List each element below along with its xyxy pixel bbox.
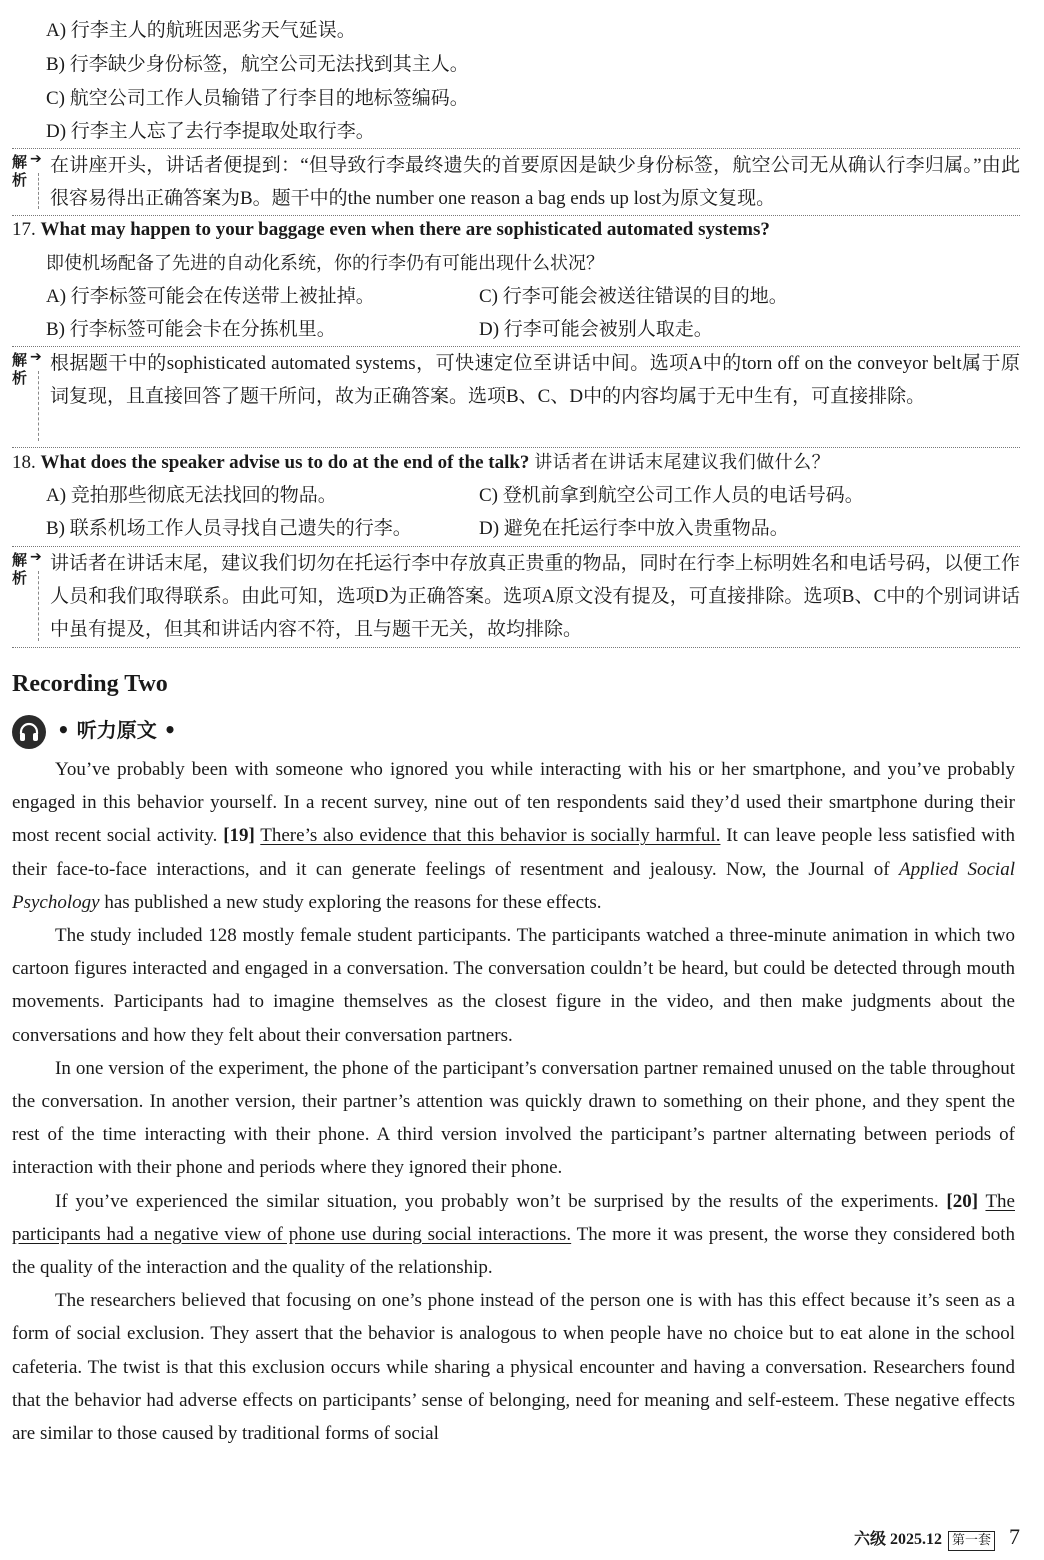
analysis-text: 讲话者在讲话末尾，建议我们切勿在托运行李中存放真正贵重的物品，同时在行李上标明姓名和电话号码，以便工作人员和我们取得联系。由此可知，选项D为正确答案。选项A原文没有提及，可直接排除。选项B、C中的个别词讲话中虽有提及，但其和讲话内容不符，且与题干无关，故均排除。 bbox=[50, 553, 1020, 640]
q18-option-a: A) 竞拍那些彻底无法找回的物品。 bbox=[46, 485, 337, 506]
q17-option-a: A) 行李标签可能会在传送带上被扯掉。 bbox=[46, 286, 375, 307]
listening-transcript bbox=[12, 753, 1015, 1450]
journal-name: Applied Social Psychology bbox=[12, 858, 1015, 913]
answer-sentence-19: There’s also evidence that this behavior is socially harmful. bbox=[260, 825, 721, 847]
transcript-paragraph: You’ve probably been with someone who ignored you while interacting with his or her smartphone, and you’ve probably engaged in this behavior yourself. In a recent survey, nine out of ten respondents said they’d used their smartphone during their most recent social activity. [19] There’s also evidence that this behavior is socially harmful. It can leave people less satisfied with their face-to-face interactions, and it can generate feelings of resentment and jealousy. Now, the Journal of Applied Social Psychology has published a new study exploring the reasons for these effects. bbox=[12, 759, 1016, 913]
analysis-q17 bbox=[12, 346, 1020, 448]
q18-number: 18. bbox=[12, 452, 36, 473]
analysis-q18 bbox=[12, 546, 1020, 648]
analysis-text: 根据题干中的sophisticated automated systems，可快速定位至讲话中间。选项A中的torn off on the conveyor belt属于原词复现，且直接回答了题干所问，故为正确答案。选项B、C、D中的内容均属于无中生有，可直接排除。 bbox=[50, 353, 1020, 407]
arrow-icon: ➔ bbox=[30, 549, 42, 565]
arrow-icon: ➔ bbox=[30, 151, 42, 167]
page-footer bbox=[854, 1524, 1020, 1553]
q17-number: 17. bbox=[12, 219, 36, 240]
transcript-paragraph: If you’ve experienced the similar situation, you probably won’t be surprised by the results of the experiments. [20] The participants had a negative view of phone use during social interactions. The more it was present, the worse they considered both the quality of the interaction and the quality of the relationship. bbox=[12, 1190, 1015, 1279]
transcript-paragraph: In one version of the experiment, the phone of the participant’s conversation partner remained unused on the table throughout the conversation. In another version, their partner’s attention was quickly drawn to something on their phone, and they spent the rest of the time interacting with their phone. A third version involved the participant’s partner alternating between periods of interaction with their phone and periods where they ignored their phone. bbox=[12, 1057, 1015, 1179]
analysis-tag: 解析 bbox=[12, 351, 28, 387]
analysis-q16 bbox=[12, 148, 1020, 216]
analysis-tag: 解析 bbox=[12, 551, 28, 587]
answer-marker-20: [20] bbox=[946, 1190, 979, 1212]
analysis-text: 在讲座开头，讲话者便提到：“但导致行李最终遗失的首要原因是缺少身份标签，航空公司无从确认行李归属。”由此很容易得出正确答案为B。题干中的the number one reason a bag ends up lost为原文复现。 bbox=[50, 155, 1020, 209]
q17-options bbox=[46, 282, 1026, 346]
analysis-divider bbox=[38, 173, 39, 209]
q18-translation: 讲话者在讲话末尾建议我们做什么？ bbox=[534, 452, 831, 473]
answer-sentence-20: The participants had a negative view of phone use during social interactions. bbox=[12, 1190, 1015, 1245]
q16-option-a: A) 行李主人的航班因恶劣天气延误。 bbox=[46, 20, 356, 41]
q18-option-c: C) 登机前拿到航空公司工作人员的电话号码。 bbox=[479, 485, 864, 506]
q17-translation: 即使机场配备了先进的自动化系统，你的行李仍有可能出现什么状况？ bbox=[46, 253, 604, 274]
arrow-icon: ➔ bbox=[30, 349, 42, 365]
q17-stem bbox=[12, 215, 1024, 245]
q17-option-b: B) 行李标签可能会卡在分拣机里。 bbox=[46, 319, 336, 340]
analysis-divider bbox=[38, 371, 39, 441]
q17-option-d: D) 行李可能会被别人取走。 bbox=[479, 319, 713, 340]
transcript-paragraph: The study included 128 mostly female student participants. The participants watched a three-minute animation in which two cartoon figures interacted and engaged in a conversation. The conversation couldn’t be heard, but could be detected through mouth movements. Participants had to imagine themselves as the closest figure in the video, and then make judgments about the conversations and how they felt about their conversation partners. bbox=[12, 925, 1015, 1046]
q17-question: What may happen to your baggage even when there are sophisticated automated systems? bbox=[40, 219, 770, 240]
listening-label: • 听力原文 • bbox=[56, 718, 177, 742]
headphone-icon bbox=[12, 715, 46, 749]
q16-option-b: B) 行李缺少身份标签，航空公司无法找到其主人。 bbox=[46, 54, 469, 75]
q18-stem bbox=[12, 448, 1024, 478]
q18-question: What does the speaker advise us to do at the end of the talk? bbox=[40, 452, 530, 473]
listening-header bbox=[12, 712, 176, 748]
q17-option-c: C) 行李可能会被送往错误的目的地。 bbox=[479, 286, 788, 307]
analysis-tag: 解析 bbox=[12, 153, 28, 189]
analysis-divider bbox=[38, 571, 39, 641]
answer-marker-19: [19] bbox=[223, 825, 255, 847]
q16-option-c: C) 航空公司工作人员输错了行李目的地标签编码。 bbox=[46, 88, 469, 109]
q16-option-d: D) 行李主人忘了去行李提取处取行李。 bbox=[46, 121, 375, 142]
section-title: Recording Two bbox=[12, 671, 168, 697]
transcript-paragraph: The researchers believed that focusing on one’s phone instead of the person one is with has this effect because it’s seen as a form of social exclusion. They assert that the behavior is analogous to when people have no choice but to eat alone in the school cafeteria. The twist is that this exclusion occurs while sharing a physical encounter and having a conversation. Researchers found that the behavior had adverse effects on participants’ sense of belonging, need for meaning and self-esteem. These negative effects are similar to those caused by traditional forms of social bbox=[12, 1290, 1015, 1445]
page-number: 7 bbox=[1009, 1524, 1020, 1549]
q18-option-d: D) 避免在托运行李中放入贵重物品。 bbox=[479, 518, 789, 539]
footer-set: 第一套 bbox=[948, 1531, 995, 1551]
q18-options bbox=[46, 481, 1026, 545]
q18-option-b: B) 联系机场工作人员寻找自己遗失的行李。 bbox=[46, 518, 412, 539]
footer-label: 六级 2025.12 bbox=[853, 1531, 942, 1548]
